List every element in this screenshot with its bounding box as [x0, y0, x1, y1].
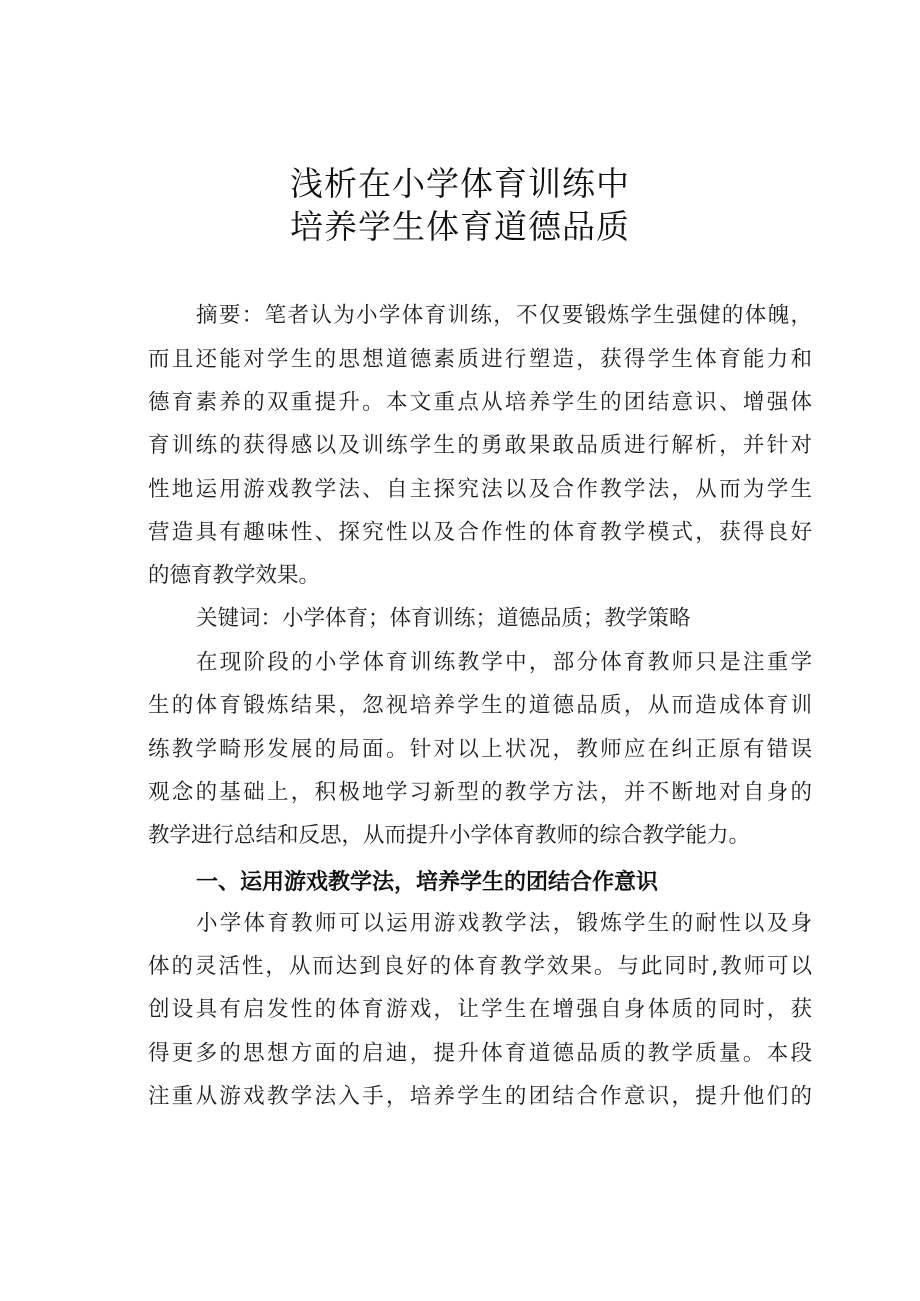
intro-line: 练教学畸形发展的局面。针对以上状况，教师应在纠正原有错误: [148, 737, 812, 762]
title-line-1: 浅析在小学体育训练中: [290, 164, 630, 203]
abstract-line: 育训练的获得感以及训练学生的勇敢果敢品质进行解析，并针对: [148, 433, 812, 458]
abstract-line: 摘要：笔者认为小学体育训练，不仅要锻炼学生强健的体魄，: [196, 303, 812, 328]
abstract-line: 德育素养的双重提升。本文重点从培养学生的团结意识、增强体: [148, 390, 812, 415]
intro-line: 观念的基础上，积极地学习新型的教学方法，并不断地对自身的: [148, 780, 812, 805]
abstract-line: 营造具有趣味性、探究性以及合作性的体育教学模式，获得良好: [148, 520, 812, 545]
abstract-line: 性地运用游戏教学法、自主探究法以及合作教学法，从而为学生: [148, 477, 812, 502]
abstract-line: 而且还能对学生的思想道德素质进行塑造，获得学生体育能力和: [148, 347, 812, 372]
section-line: 体的灵活性，从而达到良好的体育教学效果。与此同时,教师可以: [148, 954, 812, 979]
abstract-line: 的德育教学效果。: [148, 563, 321, 588]
intro-line: 生的体育锻炼结果，忽视培养学生的道德品质，从而造成体育训: [148, 693, 812, 718]
intro-line: 在现阶段的小学体育训练教学中，部分体育教师只是注重学: [196, 650, 812, 675]
section-line: 创设具有启发性的体育游戏，让学生在增强自身体质的同时，获: [148, 997, 812, 1022]
section-line: 得更多的思想方面的启迪，提升体育道德品质的教学质量。本段: [148, 1041, 812, 1066]
section-heading: 一、运用游戏教学法，培养学生的团结合作意识: [196, 870, 659, 895]
title-line-2: 培养学生体育道德品质: [290, 207, 630, 246]
keywords: 关键词：小学体育；体育训练；道德品质；教学策略: [196, 606, 691, 631]
section-line: 小学体育教师可以运用游戏教学法，锻炼学生的耐性以及身: [196, 911, 812, 936]
section-line: 注重从游戏教学法入手，培养学生的团结合作意识，提升他们的: [148, 1084, 812, 1109]
intro-line: 教学进行总结和反思，从而提升小学体育教师的综合教学能力。: [148, 823, 751, 848]
